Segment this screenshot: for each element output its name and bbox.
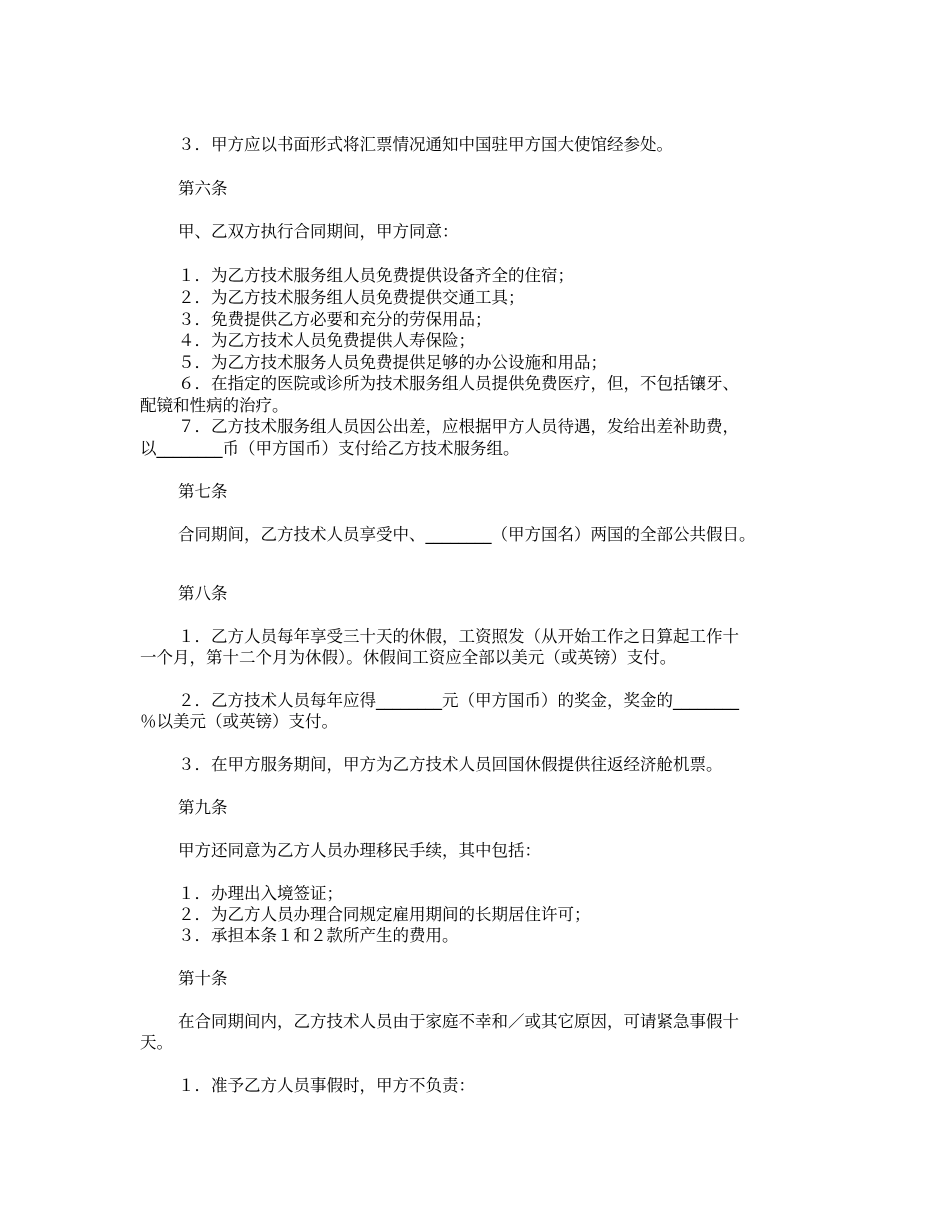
heading-article-7: 第七条 xyxy=(178,482,228,501)
article-8-item-1-cont: 一个月，第十二个月为休假）。休假间工资应全部以美元（或英镑）支付。 xyxy=(140,648,677,667)
article-6-item-4: ４．为乙方技术人员免费提供人寿保险； xyxy=(178,331,475,350)
article-8-item-2-cont: ％以美元（或英镑）支付。 xyxy=(140,712,338,731)
heading-article-9: 第九条 xyxy=(178,798,228,817)
article-10-body: 在合同期间内，乙方技术人员由于家庭不幸和／或其它原因，可请紧急事假十 xyxy=(178,1012,739,1031)
article-7-body: 合同期间，乙方技术人员享受中、________（甲方国名）两国的全部公共假日。 xyxy=(178,525,756,544)
article-8-item-1: １．乙方人员每年享受三十天的休假，工资照发（从开始工作之日算起工作十 xyxy=(178,627,739,646)
article-10-item-1: １．准予乙方人员事假时，甲方不负责： xyxy=(178,1076,475,1095)
article-9-item-1: １．办理出入境签证； xyxy=(178,884,343,903)
article-6-item-7: ７．乙方技术服务组人员因公出差，应根据甲方人员待遇，发给出差补助费， xyxy=(178,417,739,436)
heading-article-8: 第八条 xyxy=(178,584,228,603)
article-6-item-6: ６．在指定的医院或诊所为技术服务组人员提供免费医疗，但，不包括镶牙、 xyxy=(178,374,739,393)
heading-article-6: 第六条 xyxy=(178,179,228,198)
clause-5-item-3: ３．甲方应以书面形式将汇票情况通知中国驻甲方国大使馆经参处。 xyxy=(178,135,673,154)
article-10-body-cont: 天。 xyxy=(140,1033,173,1052)
article-6-item-6-cont: 配镜和性病的治疗。 xyxy=(140,396,289,415)
article-8-item-3: ３．在甲方服务期间，甲方为乙方技术人员回国休假提供往返经济舱机票。 xyxy=(178,755,723,774)
article-6-item-1: １．为乙方技术服务组人员免费提供设备齐全的住宿； xyxy=(178,266,574,285)
article-9-item-3: ３．承担本条１和２款所产生的费用。 xyxy=(178,926,459,945)
article-6-item-3: ３．免费提供乙方必要和充分的劳保用品； xyxy=(178,310,492,329)
article-9-intro: 甲方还同意为乙方人员办理移民手续，其中包括： xyxy=(178,841,541,860)
heading-article-10: 第十条 xyxy=(178,969,228,988)
article-6-item-7-cont: 以________币（甲方国币）支付给乙方技术服务组。 xyxy=(140,439,520,458)
article-9-item-2: ２．为乙方人员办理合同规定雇用期间的长期居住许可； xyxy=(178,905,591,924)
article-8-item-2: ２．乙方技术人员每年应得________元（甲方国币）的奖金，奖金的________ xyxy=(178,691,739,710)
article-6-item-2: ２．为乙方技术服务组人员免费提供交通工具； xyxy=(178,288,525,307)
article-6-intro: 甲、乙双方执行合同期间，甲方同意： xyxy=(178,222,459,241)
article-6-item-5: ５．为乙方技术服务人员免费提供足够的办公设施和用品； xyxy=(178,353,607,372)
